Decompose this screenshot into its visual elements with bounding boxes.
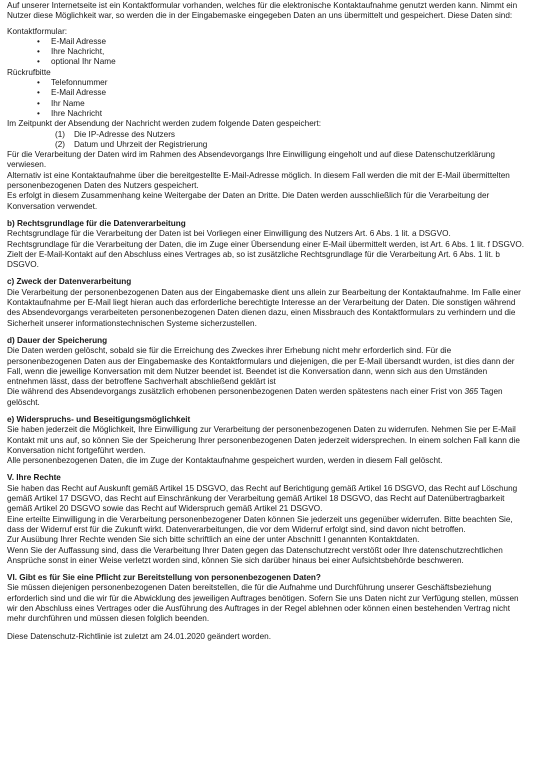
section-paragraph: Sie müssen diejenigen personenbezogenen Daten bereitstellen, die für die Aufnahme und Durchführung unserer Geschäftsbeziehung erforderlich sind und die wir für die Abwicklung des jeweiligen Auftrages benötigen. Sofern Sie uns Daten nicht zur Verfügung stellen, müssen wir den Abschluss eines Vertrages oder die Ausführung des Auftrages in der Regel ablehnen oder können einen bestehenden Vertrag nicht mehr durchführen und müssen diesen folglich beenden. [7,583,519,624]
consent-paragraph: Für die Verarbeitung der Daten wird im Rahmen des Absendevorgangs Ihre Einwilligung eingeholt und auf diese Datenschutzerklärung verwiesen. [7,150,495,170]
stored-data-intro: Im Zeitpunkt der Absendung der Nachricht werden zudem folgende Daten gespeichert: [7,119,322,129]
callback-label: Rückrufbitte [7,67,51,77]
list-item: • E-Mail Adresse [37,88,528,98]
section-paragraph: Alle personenbezogenen Daten, die im Zuge der Kontaktaufnahme gespeichert wurden, werden in diesem Fall gelöscht. [7,456,443,466]
section-heading: c) Zweck der Datenverarbeitung [7,277,132,287]
section-heading: d) Dauer der Speicherung [7,335,108,345]
list-number: (2) [55,139,66,149]
list-item: • E-Mail Adresse [37,37,528,47]
contact-form-label: Kontaktformular: [7,26,68,36]
section-heading: V. Ihre Rechte [7,473,61,483]
list-item-text: Datum und Uhrzeit der Registrierung [74,139,208,149]
retention-days: 365 [464,387,479,397]
stored-data-list [7,130,528,151]
list-item-text: Die IP-Adresse des Nutzers [74,129,176,139]
section-paragraph: Zur Ausübung Ihrer Rechte wenden Sie sich bitte schriftlich an eine der unter Abschnitt I genannten Kontaktdaten. [7,535,420,545]
no-disclosure-paragraph: Es erfolgt in diesem Zusammenhang keine Weitergabe der Daten an Dritte. Die Daten werden ausschließlich für die Verarbeitung der Konversation verwendet. [7,191,490,211]
section-paragraph [7,387,528,408]
section-paragraph: Rechtsgrundlage für die Verarbeitung der Daten ist bei Vorliegen einer Einwilligung des Nutzers Art. 6 Abs. 1 lit. a DSGVO. [7,229,451,239]
section-paragraph: Sie haben jederzeit die Möglichkeit, Ihre Einwilligung zur Verarbeitung der personenbezogenen Daten zu widerrufen. Nehmen Sie per E-Mail Kontakt mit uns auf, so können Sie der Speicherung Ihrer personenbezogenen Daten jederzeit widersprechen. In einem solchen Fall kann die Konversation nicht fortgeführt werden. [7,425,520,455]
list-item: • optional Ihr Name [37,57,528,67]
section-paragraph: Rechtsgrundlage für die Verarbeitung der Daten, die im Zuge einer Übersendung einer E-Mail übermittelt werden, ist Art. 6 Abs. 1 lit. f DSGVO. Zielt der E-Mail-Kontakt auf den Abschluss eines Vertrages ab, so ist zusätzliche Rechtsgrundlage für die Verarbeitung Art. 6 Abs. 1 lit. b DSGVO. [7,239,524,270]
list-item: • Telefonnummer [37,78,528,88]
list-number: (1) [55,129,66,139]
list-item [55,130,528,140]
section-paragraph: Die Verarbeitung der personenbezogenen Daten aus der Eingabemaske dient uns allein zur Bearbeitung der Kontaktaufnahme. Im Falle einer Kontaktaufnahme per E-Mail liegt hieran auch das erforderliche berechtigte Interesse an der Verarbeitung der Daten. Die sonstigen während des Absendevorgangs verarbeiteten personenbezogenen Daten dienen dazu, einen Missbrauch des Kontaktformulars zu verhindern und die Sicherheit unserer informationstechnischen Systeme sicherzustellen. [7,287,521,328]
retention-tail: Tagen gelöscht. [7,387,503,407]
callback-list [7,78,528,119]
section-heading: VI. Gibt es für Sie eine Pflicht zur Bereitstellung von personenbezogenen Daten? [7,573,321,583]
list-item: • Ihre Nachricht [37,109,528,119]
last-updated-note: Diese Datenschutz-Richtlinie ist zuletzt am 24.01.2020 geändert worden. [7,631,271,641]
list-item [55,140,528,150]
list-item: • Ihre Nachricht, [37,47,528,57]
section-heading: b) Rechtsgrundlage für die Datenverarbeitung [7,218,186,228]
section-paragraph: Die Daten werden gelöscht, sobald sie für die Erreichung des Zweckes ihrer Erhebung nicht mehr erforderlich sind. Für die personenbezogenen Daten aus der Eingabemaske des Kontaktformulars und diejenigen, die per E-Mail übersandt wurden, ist dies dann der Fall, wenn die jeweilige Konversation mit dem Nutzer beendet ist. Beendet ist die Konversation dann, wenn sich aus den Umständen entnehmen lässt, dass der betroffene Sachverhalt abschließend geklärt ist [7,346,515,387]
list-item: • Ihr Name [37,99,528,109]
section-paragraph: Eine erteilte Einwilligung in die Verarbeitung personenbezogener Daten können Sie jederzeit uns gegenüber widerrufen. Bitte beachten Sie, dass der Widerruf erst für die Zukunft wirkt. Datenverarbeitungen, die vor dem Widerruf erfolgt sind, sind davon nicht betroffen. [7,514,513,534]
section-paragraph: Sie haben das Recht auf Auskunft gemäß Artikel 15 DSGVO, das Recht auf Berichtigung gemäß Artikel 16 DSGVO, das Recht auf Löschung gemäß Artikel 17 DSGVO, das Recht auf Einschränkung der Verarbeitung gemäß Artikel 18 DSGVO, das Recht auf Datenübertragbarkeit gemäß Artikel 20 DSGVO sowie das Recht auf Widerspruch gemäß Artikel 21 DSGVO. [7,483,518,514]
section-heading: e) Widerspruchs- und Beseitigungsmöglichkeit [7,414,191,424]
contact-form-list [7,37,528,68]
retention-text: Die während des Absendevorgangs zusätzlich erhobenen personenbezogenen Daten werden spätestens nach einer Frist von [7,387,463,397]
email-alternative-paragraph: Alternativ ist eine Kontaktaufnahme über die bereitgestellte E-Mail-Adresse möglich. In diesem Fall werden die mit der E-Mail übermittelten personenbezogenen Daten des Nutzers gespeichert. [7,170,510,191]
intro-paragraph: Auf unserer Internetseite ist ein Kontaktformular vorhanden, welches für die elektronische Kontaktaufnahme genutzt werden kann. Nimmt ein Nutzer diese Möglichkeit war, so werden die in der Eingabemaske eingegeben Daten an uns übermittelt und gespeichert. Diese Daten sind: [7,1,518,21]
section-paragraph: Wenn Sie der Auffassung sind, dass die Verarbeitung Ihrer Daten gegen das Datenschutzrecht verstößt oder Ihre datenschutzrechtlichen Ansprüche sonst in einer Weise verletzt worden sind, können Sie sich darüber hinaus bei einer Aufsichtsbehörde beschweren. [7,545,503,565]
